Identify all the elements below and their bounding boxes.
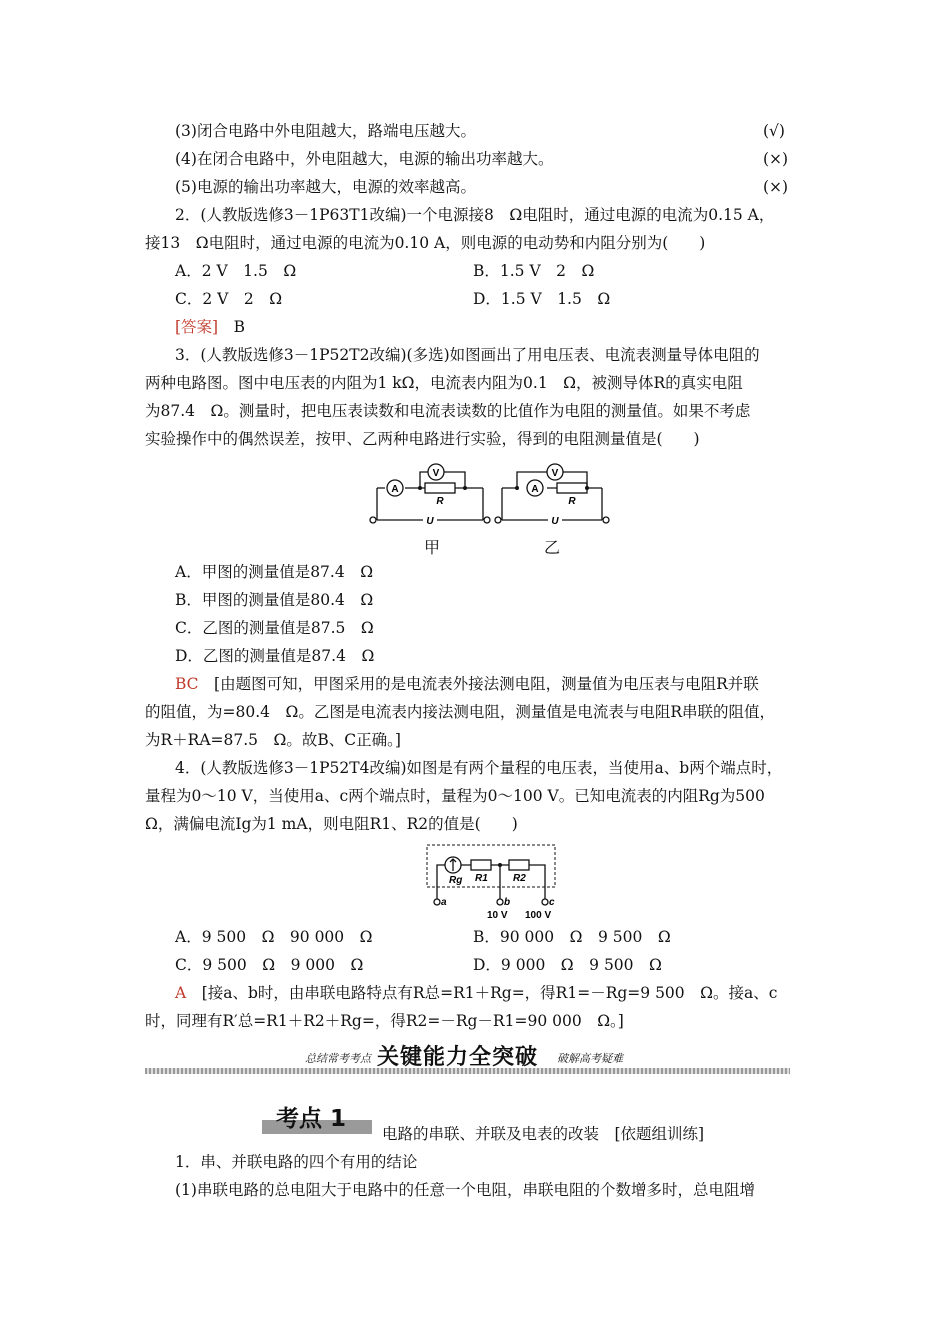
q4-explanation-2: 时，同理有R′总=R1＋R2＋Rg=，得R2=－Rg－R1=90 000 Ω。] (145, 1012, 624, 1030)
q3-voltage-label-right: U (551, 516, 559, 527)
q3-option-b: B．甲图的测量值是80.4 Ω (175, 591, 374, 609)
q4-r2-label: R2 (513, 873, 526, 884)
q3-circuit-figure (365, 460, 620, 532)
section-title: 关键能力全突破 (377, 1045, 539, 1070)
q4-label-100v: 100 V (525, 910, 552, 921)
q4-explanation-1-text: [接a、b时，由串联电路特点有R总=R1＋Rg=，得R1=－Rg=9 500 Ω。接a、c (186, 984, 778, 1002)
q4-option-a: A．9 500 Ω 90 000 Ω (175, 928, 373, 946)
q3-explanation-2: 的阻值，为=80.4 Ω。乙图是电流表内接法测电阻，测量值是电流表与电阻R串联的阻值， (145, 703, 776, 721)
q2-answer-tag: [答案] (175, 318, 219, 336)
kaodian-label: 考点 1 (276, 1106, 347, 1132)
q2-line1: 2．(人教版选修3－1P63T1改编)一个电源接8 Ω电阻时，通过电源的电流为0.15 A， (175, 206, 775, 224)
q3-ammeter-label-left: A (391, 484, 399, 495)
q3-resistor-label-right: R (568, 496, 576, 507)
q3-explanation-1-text: [由题图可知，甲图采用的是电流表外接法测电阻，测量值为电压表与电阻R并联 (198, 675, 759, 693)
q4-r1-label: R1 (475, 873, 488, 884)
q3-caption-left: 甲 (424, 538, 441, 557)
q4-terminal-b: b (504, 897, 511, 908)
q4-line3: Ω，满偏电流Ig为1 mA，则电阻R1、R2的值是( ) (145, 815, 518, 833)
q2-option-d: D．1.5 V 1.5 Ω (473, 290, 611, 308)
q3-line3: 为87.4 Ω。测量时，把电压表读数和电流表读数的比值作为电阻的测量值。如果不考虑 (145, 402, 751, 420)
q4-answer-tag: A (175, 984, 187, 1002)
q3-voltmeter-label-right: V (551, 468, 559, 479)
body-p1: 1．串、并联电路的四个有用的结论 (175, 1153, 418, 1171)
q3-line4: 实验操作中的偶然误差，按甲、乙两种电路进行实验，得到的电阻测量值是( ) (145, 430, 700, 448)
q4-circuit-figure (425, 843, 560, 921)
q3-answer-tag: BC (175, 675, 199, 693)
q4-terminal-c: c (549, 897, 555, 908)
q2-option-c: C．2 V 2 Ω (175, 290, 283, 308)
q3-caption-right: 乙 (544, 538, 561, 557)
section-right-text: 破解高考疑难 (557, 1052, 623, 1065)
q4-terminal-a: a (441, 897, 447, 908)
q3-voltage-label-left: U (426, 516, 434, 527)
q3-explanation-1 (175, 674, 759, 694)
judge-4: (4)在闭合电路中，外电阻越大，电源的输出功率越大。 (175, 150, 554, 168)
q2-option-a: A．2 V 1.5 Ω (175, 262, 297, 280)
q3-option-d: D．乙图的测量值是87.4 Ω (175, 647, 375, 665)
q2-option-b: B．1.5 V 2 Ω (473, 262, 595, 280)
section-header (145, 1040, 790, 1076)
q3-option-c: C．乙图的测量值是87.5 Ω (175, 619, 374, 637)
judge-3-mark: (√) (763, 122, 785, 140)
judge-4-mark: (×) (763, 150, 789, 168)
q3-voltmeter-label-left: V (432, 468, 440, 479)
kaodian-title: 电路的串联、并联及电表的改装 [依题组训练] (382, 1125, 705, 1143)
q3-line2: 两种电路图。图中电压表的内阻为1 kΩ，电流表内阻为0.1 Ω，被测导体R的真实电阻 (145, 374, 743, 392)
q2-answer-value: B (233, 318, 246, 336)
kaodian-badge (262, 1100, 372, 1136)
q4-option-d: D．9 000 Ω 9 500 Ω (473, 956, 662, 974)
judge-5: (5)电源的输出功率越大，电源的效率越高。 (175, 178, 476, 196)
judge-5-mark: (×) (763, 178, 789, 196)
q4-option-b: B．90 000 Ω 9 500 Ω (473, 928, 671, 946)
q4-explanation-1 (175, 983, 777, 1003)
q2-answer (175, 317, 245, 337)
q3-line1: 3．(人教版选修3－1P52T2改编)(多选)如图画出了用电压表、电流表测量导体电阻的 (175, 346, 760, 364)
section-left-text: 总结常考考点 (305, 1052, 371, 1065)
body-p2: (1)串联电路的总电阻大于电路中的任意一个电阻，串联电阻的个数增多时，总电阻增 (175, 1181, 755, 1199)
q2-line2: 接13 Ω电阻时，通过电源的电流为0.10 A，则电源的电动势和内阻分别为( ) (145, 234, 706, 252)
q4-line2: 量程为0～10 V，当使用a、c两个端点时，量程为0～100 V。已知电流表的内阻Rg为500 (145, 787, 765, 805)
q4-label-10v: 10 V (487, 910, 508, 921)
q3-explanation-3: 为R＋RA=87.5 Ω。故B、C正确。] (145, 731, 401, 749)
q4-option-c: C．9 500 Ω 9 000 Ω (175, 956, 364, 974)
judge-3: (3)闭合电路中外电阻越大，路端电压越大。 (175, 122, 476, 140)
q4-line1: 4．(人教版选修3－1P52T4改编)如图是有两个量程的电压表，当使用a、b两个端点时， (175, 759, 783, 777)
q3-option-a: A．甲图的测量值是87.4 Ω (175, 563, 374, 581)
q4-rg-label: Rg (449, 875, 463, 886)
q3-ammeter-label-right: A (531, 484, 539, 495)
q3-resistor-label-left: R (436, 496, 444, 507)
